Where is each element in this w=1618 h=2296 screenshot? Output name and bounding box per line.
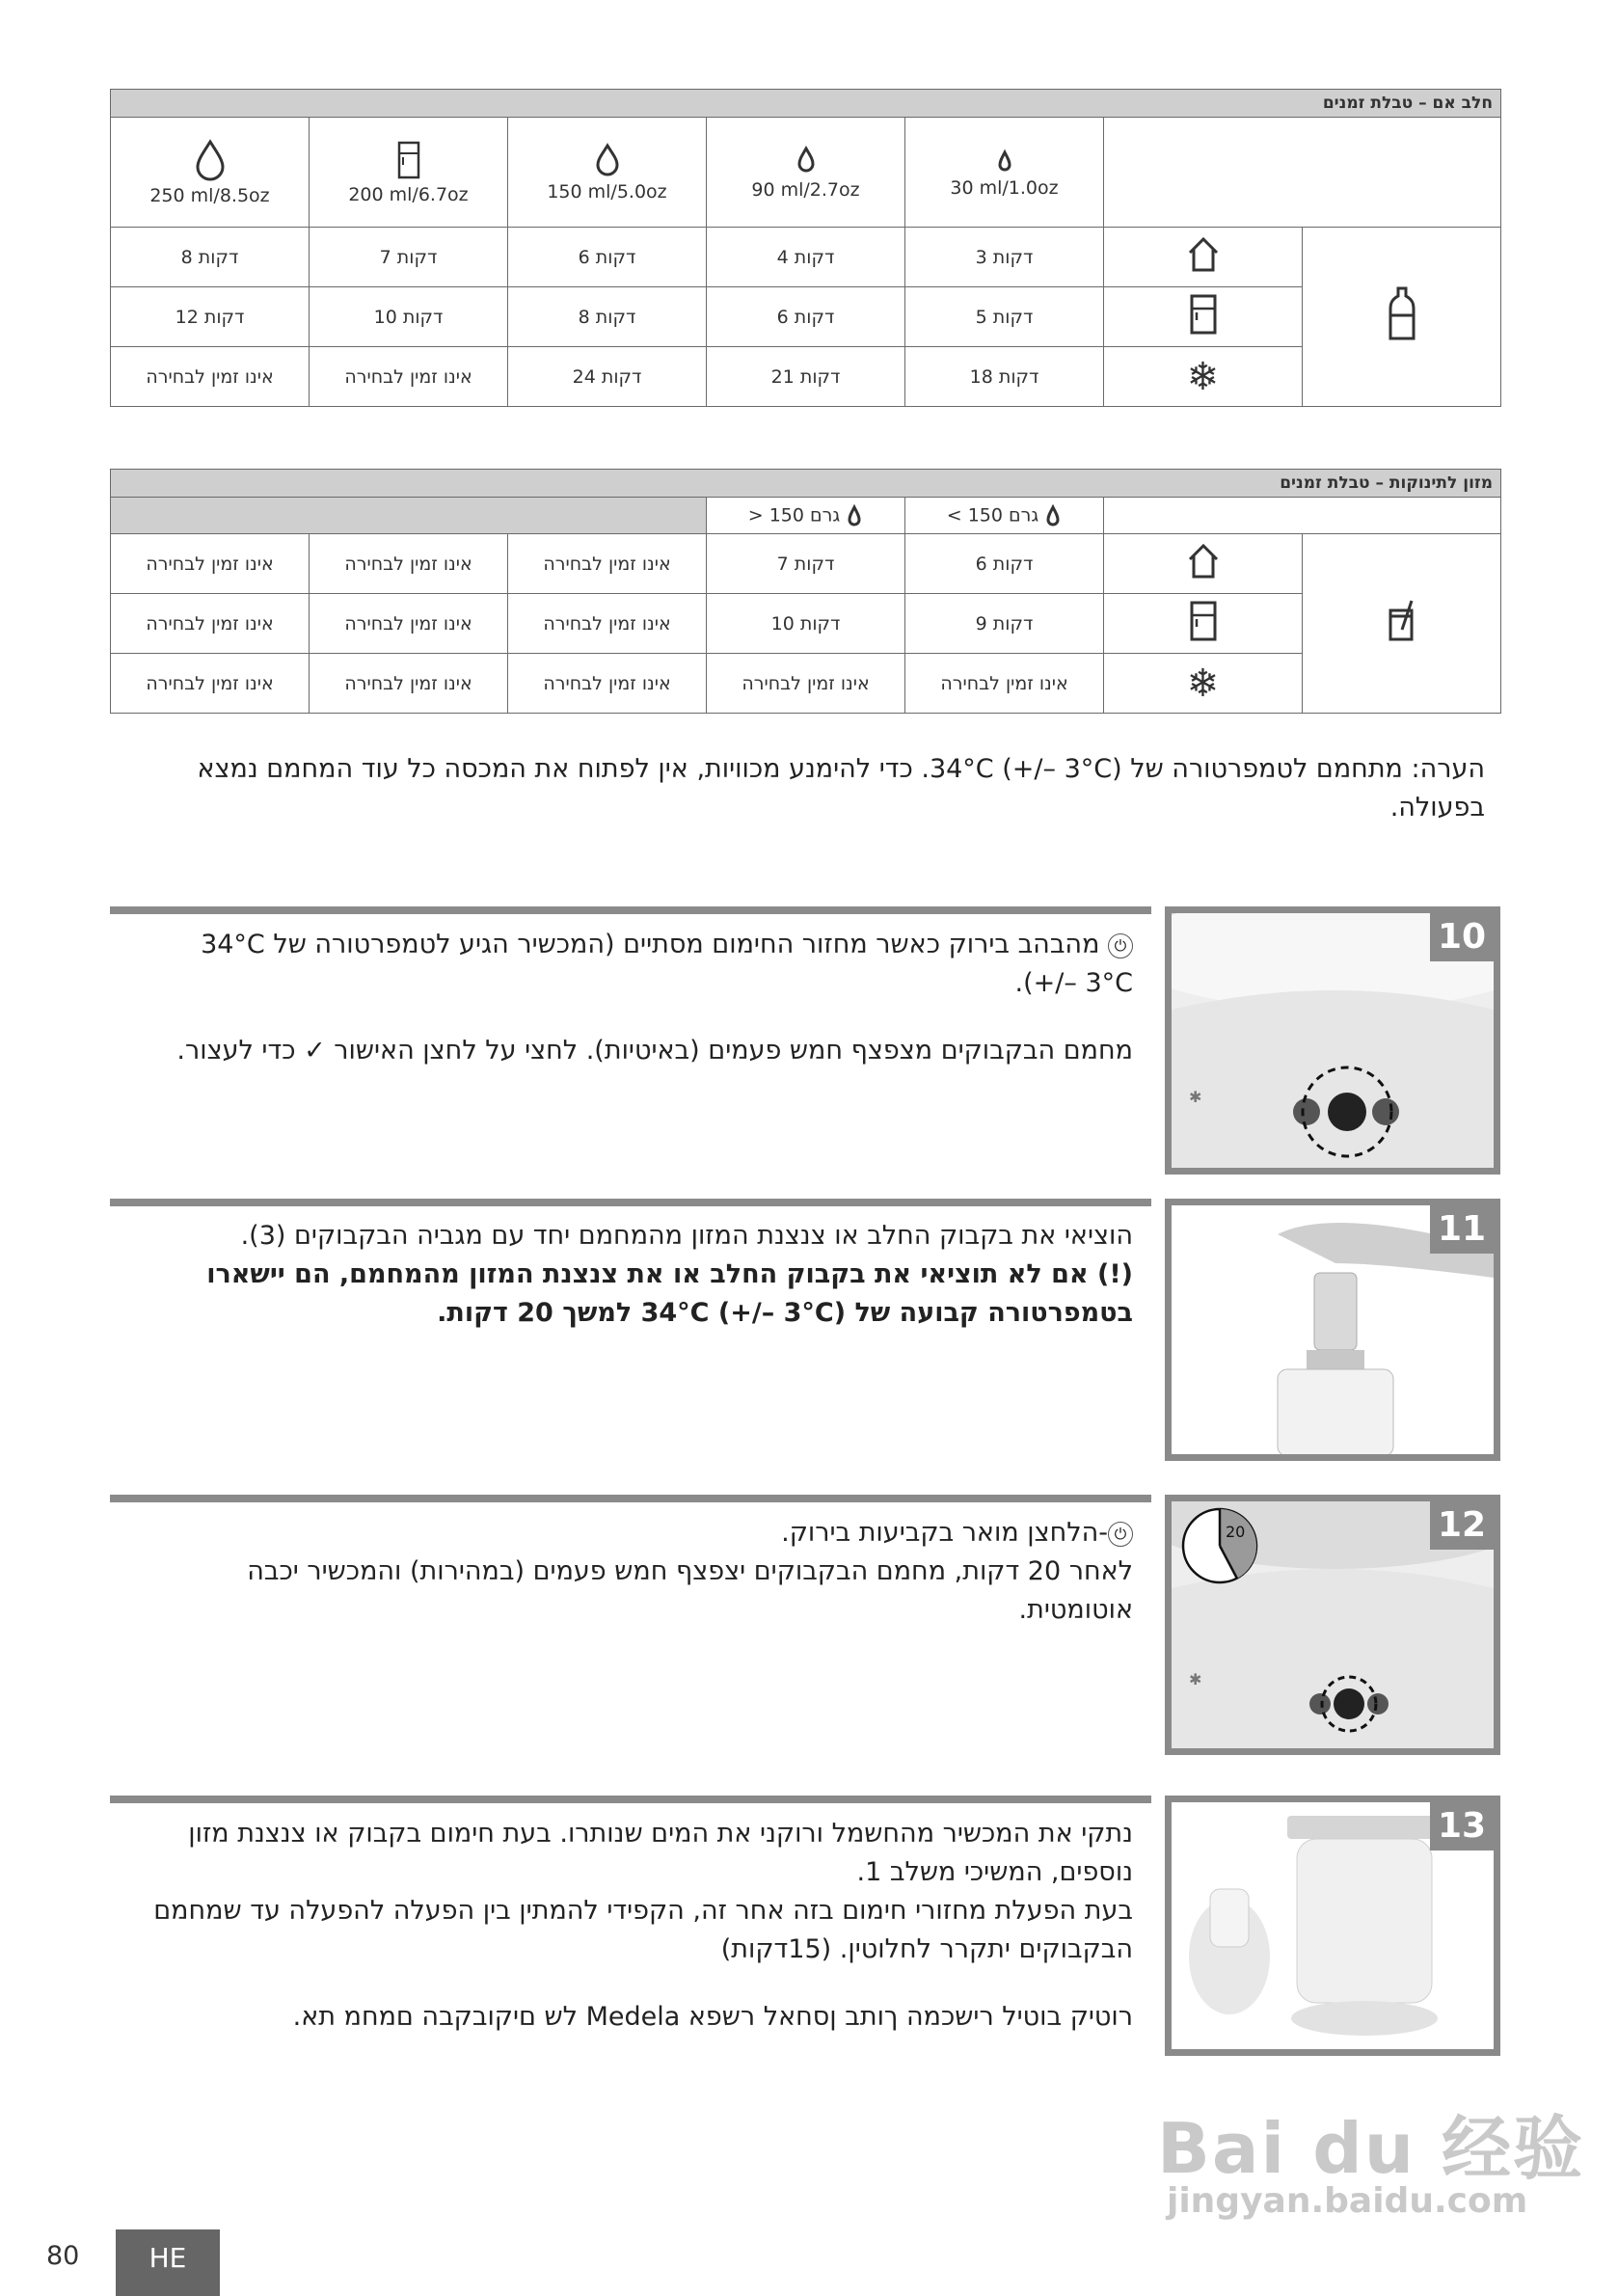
step-11-divider <box>110 1199 1151 1206</box>
tiny-drop-icon <box>995 147 1014 174</box>
step-11-text: הוציאי את בקבוק החלב או צנצנת המזון מהמחמם יחד עם מגביה הבקבוקים (3). (!) אם לא תוציאי את בקבוק החלב או את צנצנת המזון מהמחמם, הם יישארו בטמפרטורה קבועה של 34°C (+/– 3°C) למשך 20 דקות. <box>206 1221 1133 1328</box>
size-over-150g: > 150 גרם <box>707 498 905 534</box>
room-temperature-icon <box>1104 228 1303 287</box>
step-number: 11 <box>1430 1205 1494 1254</box>
step-number: 13 <box>1430 1802 1494 1850</box>
step-12-image <box>1165 1495 1500 1755</box>
fridge-small-icon <box>396 140 421 180</box>
baby-food-time-table: מזון לתינוקות – טבלת זמנים > 150 גרם < 150 גרם אינו זמין לבחירה אינו זמין לבחירה אינו זמין לבחירה 7 דקות 6 דקות אינו זמין לבחירה אינו זמין לבחירה אינו זמין לבחירה 10 דקות 9 דקות אינו זמין לבחירה אינו זמין לבחירה אינו זמין לבחירה אינו זמין לבחירה אינו זמין לבחירה ❄ <box>110 469 1501 714</box>
power-icon: ⏻ <box>1108 1522 1133 1547</box>
large-drop-icon <box>194 139 227 181</box>
step-11-image <box>1165 1199 1500 1461</box>
size-250ml: 250 ml/8.5oz <box>111 118 310 228</box>
step-10-divider <box>110 906 1151 914</box>
step-13-text: נתקי את המכשיר מהחשמל ורוקני את המים שנותרו. בעת חימום בקבוק או צנצנת מזון נוספים, המשיכי משלב 1. בעת הפעלת מחזורי חימום בזה אחר זה, הקפידי להמתין בין הפעלה להפעלה עד שמחמם הבקבוקים יתקרר לחלוטין. (15דקות) רוטיק בוטיל רישכמה ךותב ןסחאל רשפא Medela לש םיקובקבה םמחמ תא. <box>153 1819 1133 2032</box>
small-drop-icon <box>846 504 863 527</box>
step-12-text: ⏻-הלחצן מואר בקביעות בירוק. לאחר 20 דקות, מחמם הבקבוקים יצפצף חמש פעמים (במהירות) והמכשיר יכבה אוטומטית. <box>247 1518 1133 1625</box>
breast-milk-time-table: חלב אם – טבלת זמנים 250 ml/8.5oz 200 ml/6.7oz 150 ml/5.0oz 90 ml/2.7oz 30 ml/1.0oz 8 דקות 7 דקות 6 דקות 4 דקות 3 דקות 12 דקות 10 דקות 8 דקות 6 דקות 5 דקות אינו זמין לבחירה אינו זמין לבחירה 24 דקות 21 דקות 18 דקות ❄ <box>110 89 1501 407</box>
step-12-divider <box>110 1495 1151 1502</box>
power-icon: ⏻ <box>1108 933 1133 959</box>
size-under-150g: < 150 גרם <box>905 498 1104 534</box>
svg-text:✱: ✱ <box>1189 1670 1202 1688</box>
bottle-icon <box>1303 228 1501 407</box>
step-number: 12 <box>1430 1501 1494 1550</box>
frozen-snowflake-icon: ❄ <box>1104 347 1303 407</box>
room-temperature-icon <box>1104 534 1303 594</box>
refrigerator-icon <box>1104 287 1303 347</box>
language-tab: HE <box>116 2229 220 2296</box>
timer-label: 20 <box>1226 1523 1246 1541</box>
small-drop-icon <box>795 145 818 176</box>
refrigerator-icon <box>1104 594 1303 654</box>
frozen-snowflake-icon: ❄ <box>1104 654 1303 714</box>
table2-title: מזון לתינוקות – טבלת זמנים <box>111 470 1501 498</box>
temperature-note: הערה: מתחמם לטמפרטורה של (34°C (+/– 3°C. כדי להימנע מכוויות, אין לפתוח את המכסה כל עוד המחמם נמצא בפעולה. <box>197 754 1485 823</box>
step-10-text: ⏻ מהבהב בירוק כאשר מחזור החימום מסתיים (המכשיר הגיע לטמפרטורה של 34°C +/– 3°C). מחמם הבקבוקים מצפצף חמש פעמים (באיטיות). לחצי על לחצן האישור ✓ כדי לעצור. <box>176 930 1133 1066</box>
size-30ml: 30 ml/1.0oz <box>905 118 1104 228</box>
svg-text:✱: ✱ <box>1189 1088 1202 1106</box>
step-10-image <box>1165 906 1500 1175</box>
small-drop-icon <box>1044 504 1062 527</box>
step-13-image <box>1165 1796 1500 2056</box>
medium-drop-icon <box>594 143 621 177</box>
food-jar-icon <box>1303 534 1501 714</box>
size-90ml: 90 ml/2.7oz <box>707 118 905 228</box>
size-150ml: 150 ml/5.0oz <box>508 118 707 228</box>
page-number: 80 <box>46 2241 80 2271</box>
baidu-watermark-url: jingyan.baidu.com <box>1167 2181 1528 2221</box>
baidu-watermark-logo: Bai du 经验 <box>1157 2108 1585 2189</box>
table1-title: חלב אם – טבלת זמנים <box>111 90 1501 118</box>
step-number: 10 <box>1430 913 1494 961</box>
size-200ml: 200 ml/6.7oz <box>310 118 508 228</box>
step-13-divider <box>110 1796 1151 1803</box>
